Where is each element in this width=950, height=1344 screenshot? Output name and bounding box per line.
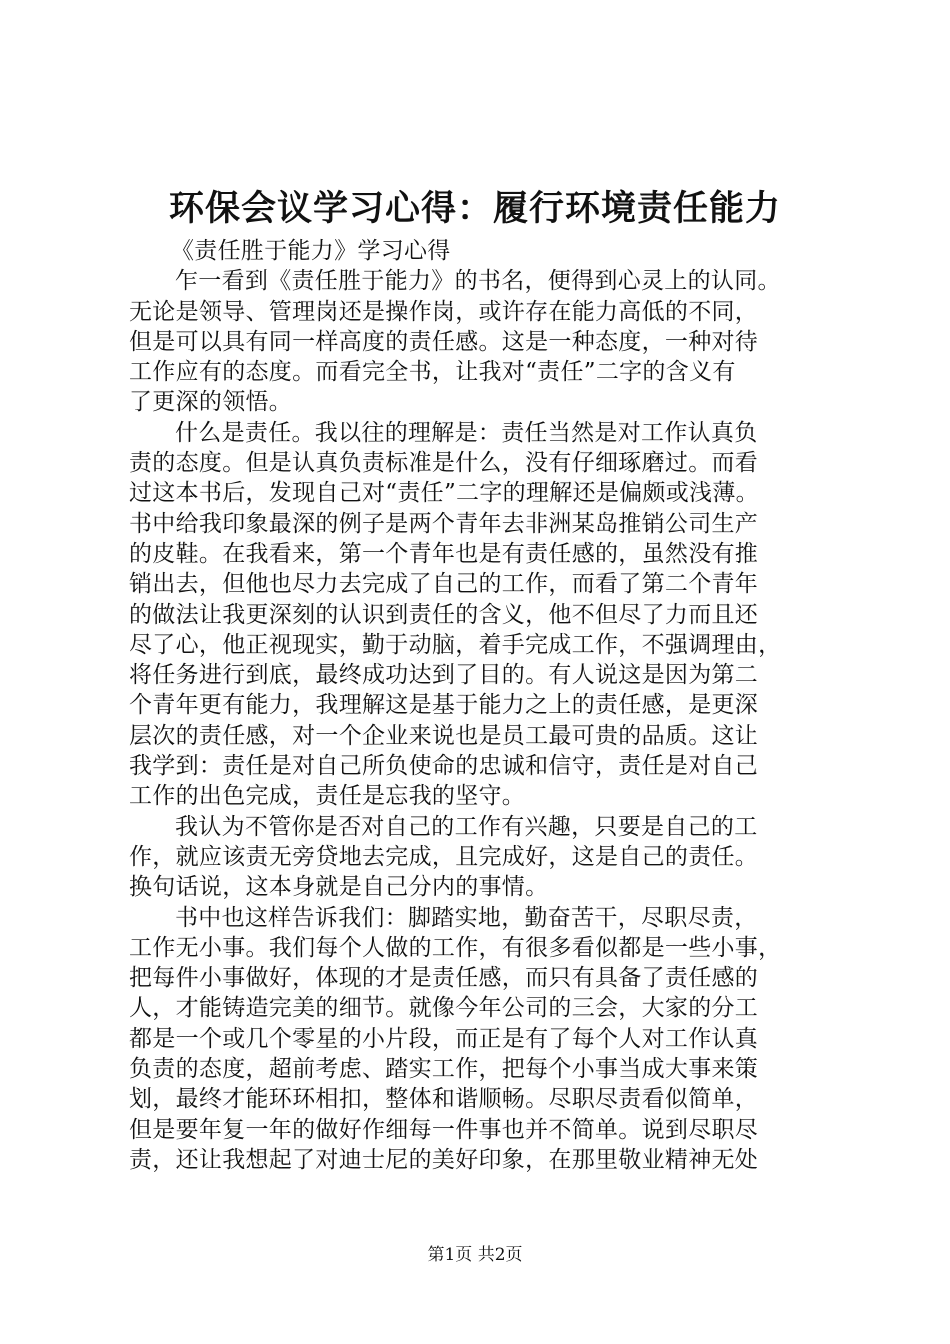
paragraph-line: 无论是领导、管理岗还是操作岗，或许存在能力高低的不同，	[129, 298, 759, 325]
paragraph-line: 书中也这样告诉我们：脚踏实地，勤奋苦干，尽职尽责，	[175, 904, 758, 931]
paragraph-line: 工作的出色完成，责任是忘我的坚守。	[129, 783, 526, 810]
paragraph-line: 乍一看到《责任胜于能力》的书名，便得到心灵上的认同。	[175, 268, 781, 295]
paragraph-line: 了更深的领悟。	[129, 389, 293, 416]
paragraph-line: 人，才能铸造完美的细节。就像今年公司的三会，大家的分工	[129, 995, 759, 1022]
paragraph-line: 层次的责任感，对一个企业来说也是员工最可贵的品质。这让	[129, 722, 759, 749]
paragraph-line: 换句话说，这本身就是自己分内的事情。	[129, 874, 549, 901]
page-footer: 第1页 共2页	[427, 1245, 523, 1265]
document-subtitle: 《责任胜于能力》学习心得	[171, 238, 451, 264]
paragraph-line: 把每件小事做好，体现的才是责任感，而只有具备了责任感的	[129, 965, 759, 992]
paragraph-line: 销出去，但他也尽力去完成了自己的工作，而看了第二个青年	[129, 571, 759, 598]
paragraph-line: 的皮鞋。在我看来，第一个青年也是有责任感的，虽然没有推	[129, 540, 759, 567]
paragraph-line: 将任务进行到底，最终成功达到了目的。有人说这是因为第二	[129, 662, 759, 689]
paragraph-line: 的做法让我更深刻的认识到责任的含义，他不但尽了力而且还	[129, 601, 759, 628]
document-title: 环保会议学习心得：履行环境责任能力	[168, 188, 781, 229]
paragraph-line: 什么是责任。我以往的理解是：责任当然是对工作认真负	[175, 419, 758, 446]
paragraph-line: 划，最终才能环环相扣，整体和谐顺畅。尽职尽责看似简单，	[129, 1086, 759, 1113]
paragraph-line: 但是要年复一年的做好作细每一件事也并不简单。说到尽职尽	[129, 1116, 759, 1143]
paragraph-line: 责，还让我想起了对迪士尼的美好印象，在那里敬业精神无处	[129, 1146, 759, 1173]
paragraph-line: 责的态度。但是认真负责标准是什么，没有仔细琢磨过。而看	[129, 450, 759, 477]
paragraph-line: 作，就应该责无旁贷地去完成，且完成好，这是自己的责任。	[129, 843, 759, 870]
paragraph-line: 负责的态度，超前考虑、踏实工作，把每个小事当成大事来策	[129, 1056, 759, 1083]
paragraph-line: 我认为不管你是否对自己的工作有兴趣，只要是自己的工	[175, 813, 758, 840]
paragraph-line: 都是一个或几个零星的小片段，而正是有了每个人对工作认真	[129, 1025, 759, 1052]
paragraph-line: 书中给我印象最深的例子是两个青年去非洲某岛推销公司生产	[129, 510, 759, 537]
paragraph-line: 过这本书后，发现自己对“责任”二字的理解还是偏颇或浅薄。	[129, 480, 759, 507]
paragraph-line: 工作应有的态度。而看完全书，让我对“责任”二字的含义有	[129, 359, 736, 386]
paragraph-line: 个青年更有能力，我理解这是基于能力之上的责任感，是更深	[129, 692, 759, 719]
paragraph-line: 我学到：责任是对自己所负使命的忠诚和信守，责任是对自己	[129, 753, 759, 780]
paragraph-line: 但是可以具有同一样高度的责任感。这是一种态度，一种对待	[129, 328, 759, 355]
document-body	[129, 236, 829, 1175]
paragraph-line: 工作无小事。我们每个人做的工作，有很多看似都是一些小事，	[129, 934, 782, 961]
paragraph-line: 尽了心，他正视现实，勤于动脑，着手完成工作，不强调理由，	[129, 631, 782, 658]
